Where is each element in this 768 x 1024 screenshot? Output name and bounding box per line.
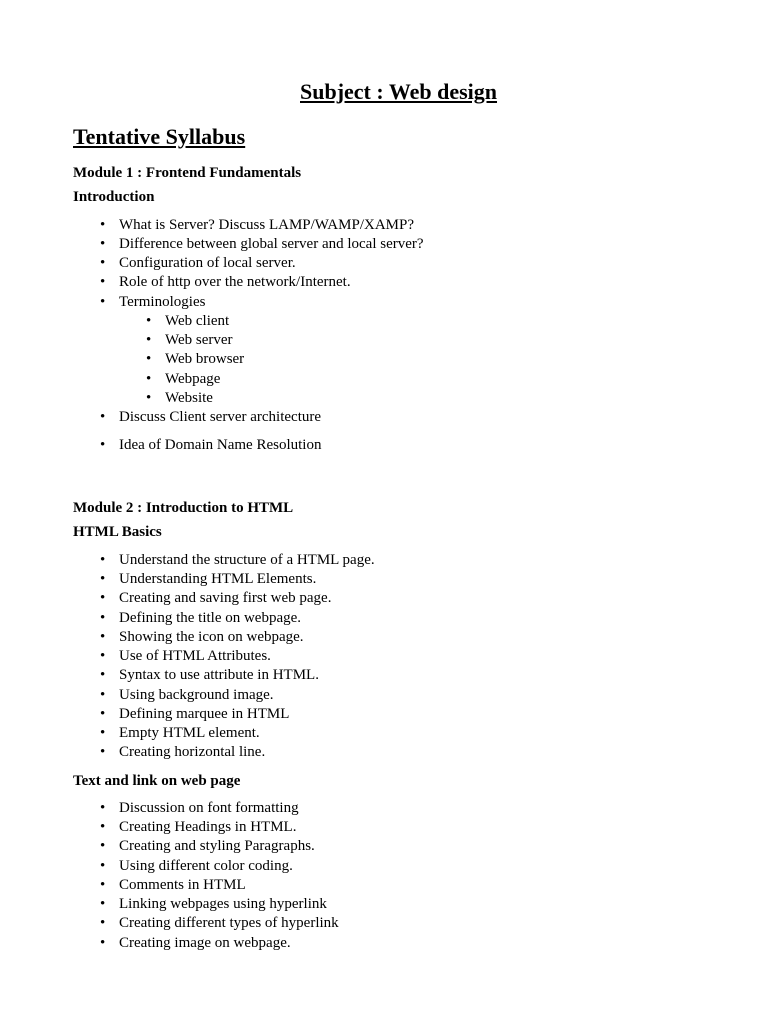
list-item: • Role of http over the network/Internet.: [100, 274, 351, 290]
list-item: • Comments in HTML: [100, 877, 246, 893]
bullet-icon: •: [100, 255, 106, 271]
list-item: • Use of HTML Attributes.: [100, 648, 271, 664]
list-item: • What is Server? Discuss LAMP/WAMP/XAMP?: [100, 217, 414, 233]
list-item: • Understand the structure of a HTML page.: [100, 552, 375, 568]
bullet-icon: •: [146, 313, 152, 329]
list-item: • Understanding HTML Elements.: [100, 571, 317, 587]
list-item: • Configuration of local server.: [100, 255, 296, 271]
bullet-icon: •: [146, 351, 152, 367]
bullet-icon: •: [100, 590, 106, 606]
bullet-icon: •: [146, 390, 152, 406]
list-item: • Discussion on font formatting: [100, 800, 299, 816]
text-and-link-heading: Text and link on web page: [73, 773, 241, 789]
bullet-icon: •: [100, 571, 106, 587]
bullet-icon: •: [100, 877, 106, 893]
list-item: • Idea of Domain Name Resolution: [100, 437, 322, 453]
bullet-icon: •: [100, 667, 106, 683]
bullet-icon: •: [100, 629, 106, 645]
sub-list-item: • Web client: [146, 313, 230, 329]
list-item: • Using different color coding.: [100, 858, 293, 874]
bullet-icon: •: [146, 332, 152, 348]
module-2-heading: Module 2 : Introduction to HTML: [73, 500, 294, 516]
list-item: • Creating image on webpage.: [100, 935, 291, 951]
list-item: • Defining marquee in HTML: [100, 706, 290, 722]
bullet-icon: •: [100, 294, 106, 310]
list-item: • Discuss Client server architecture: [100, 409, 322, 425]
list-item: • Empty HTML element.: [100, 725, 260, 741]
bullet-icon: •: [100, 409, 106, 425]
bullet-icon: •: [100, 706, 106, 722]
bullet-icon: •: [100, 217, 106, 233]
bullet-icon: •: [100, 725, 106, 741]
introduction-heading: Introduction: [73, 189, 155, 205]
html-basics-heading: HTML Basics: [73, 524, 162, 540]
bullet-icon: •: [100, 935, 106, 951]
page-title: Tentative Syllabus: [73, 124, 246, 149]
list-item: • Defining the title on webpage.: [100, 610, 302, 626]
list-item: • Using background image.: [100, 687, 274, 703]
bullet-icon: •: [100, 915, 106, 931]
list-item: • Showing the icon on webpage.: [100, 629, 304, 645]
list-item: • Syntax to use attribute in HTML.: [100, 667, 319, 683]
bullet-icon: •: [100, 858, 106, 874]
list-item: • Linking webpages using hyperlink: [100, 896, 327, 912]
bullet-icon: •: [100, 610, 106, 626]
sub-list-item: • Webpage: [146, 371, 221, 387]
bullet-icon: •: [146, 371, 152, 387]
bullet-icon: •: [100, 552, 106, 568]
list-item: • Creating horizontal line.: [100, 744, 266, 760]
sub-list-item: • Website: [146, 390, 213, 406]
bullet-icon: •: [100, 274, 106, 290]
list-item: • Difference between global server and local server?: [100, 236, 424, 252]
bullet-icon: •: [100, 648, 106, 664]
module-1-heading: Module 1 : Frontend Fundamentals: [73, 165, 302, 181]
list-item: • Creating Headings in HTML.: [100, 819, 297, 835]
list-item: • Creating different types of hyperlink: [100, 915, 339, 931]
bullet-icon: •: [100, 687, 106, 703]
bullet-icon: •: [100, 744, 106, 760]
sub-list-item: • Web server: [146, 332, 233, 348]
list-item: • Creating and styling Paragraphs.: [100, 838, 315, 854]
bullet-icon: •: [100, 819, 106, 835]
subject-title: Subject : Web design: [300, 79, 498, 104]
bullet-icon: •: [100, 437, 106, 453]
bullet-icon: •: [100, 838, 106, 854]
bullet-icon: •: [100, 896, 106, 912]
list-item: • Terminologies: [100, 294, 206, 310]
list-item: • Creating and saving first web page.: [100, 590, 332, 606]
bullet-icon: •: [100, 236, 106, 252]
bullet-icon: •: [100, 800, 106, 816]
sub-list-item: • Web browser: [146, 351, 245, 367]
